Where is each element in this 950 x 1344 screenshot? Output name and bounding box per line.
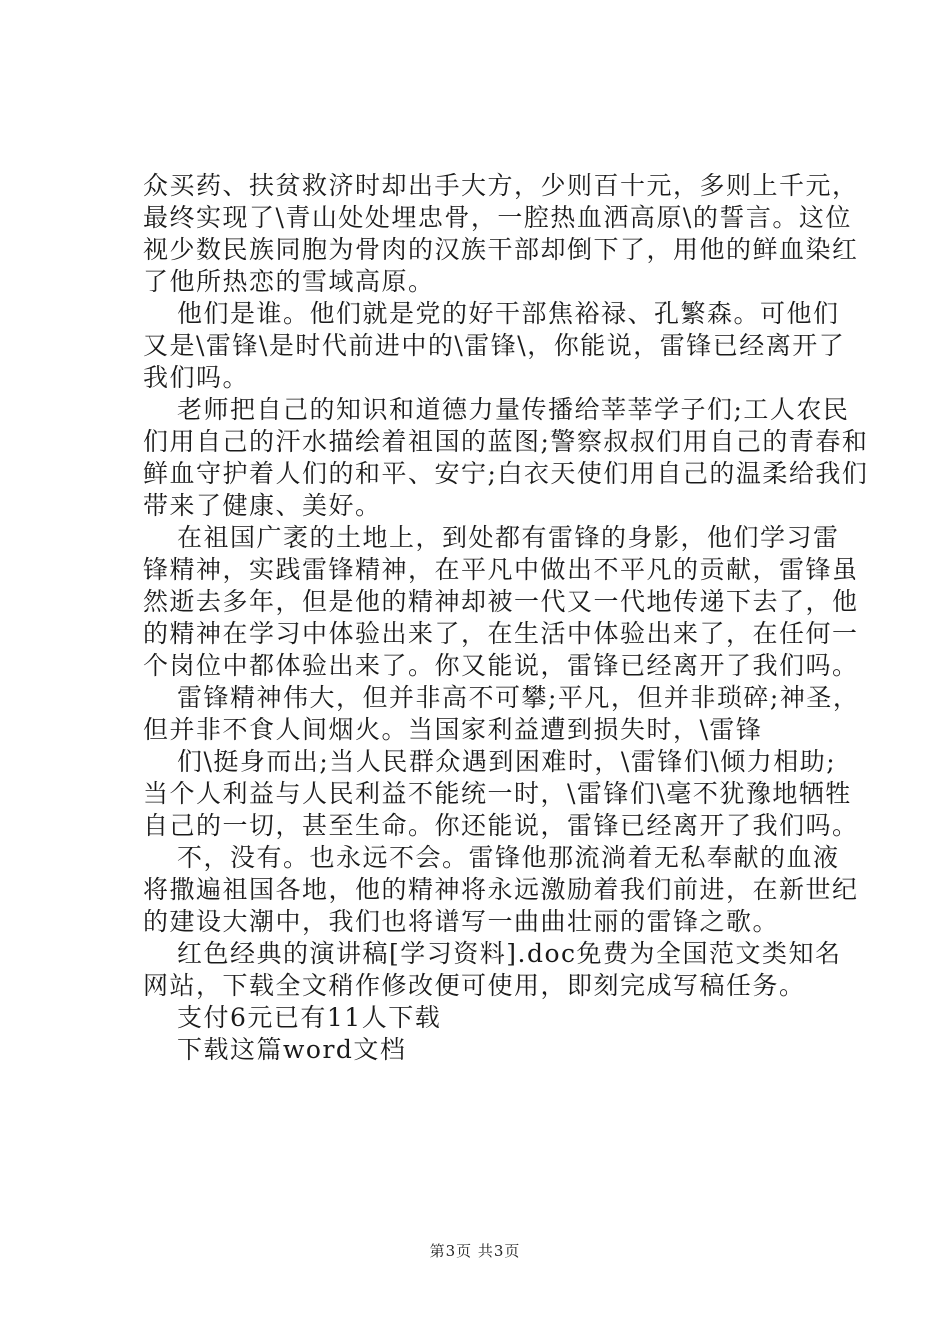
text-line: 下载这篇word文档 [177, 1035, 407, 1064]
text-line: 红色经典的演讲稿[学习资料].doc免费为全国范文类知名 [177, 939, 842, 968]
text-line: 支付6元已有11人下载 [177, 1003, 442, 1032]
text-line: 们用自己的汗水描绘着祖国的蓝图;警察叔叔们用自己的青春和 [143, 427, 869, 456]
text-line: 又是\雷锋\是时代前进中的\雷锋\，你能说，雷锋已经离开了 [143, 331, 846, 360]
text-line: 众买药、扶贫救济时却出手大方，少则百十元，多则上千元， [143, 171, 859, 200]
text-line: 的精神在学习中体验出来了，在生活中体验出来了，在任何一 [143, 619, 859, 648]
text-line: 鲜血守护着人们的和平、安宁;白衣天使们用自己的温柔给我们 [143, 459, 869, 488]
document-body [143, 170, 869, 1066]
text-line: 老师把自己的知识和道德力量传播给莘莘学子们;工人农民 [177, 395, 850, 424]
text-line: 在祖国广袤的土地上，到处都有雷锋的身影，他们学习雷 [177, 523, 840, 552]
text-line: 了他所热恋的雪域高原。 [143, 267, 435, 296]
text-line: 个岗位中都体验出来了。你又能说，雷锋已经离开了我们吗。 [143, 651, 859, 680]
text-line: 视少数民族同胞为骨肉的汉族干部却倒下了，用他的鲜血染红 [143, 235, 859, 264]
text-line: 们\挺身而出;当人民群众遇到困难时，\雷锋们\倾力相助; [177, 747, 837, 776]
text-line: 自己的一切，甚至生命。你还能说，雷锋已经离开了我们吗。 [143, 811, 859, 840]
text-line: 带来了健康、美好。 [143, 491, 382, 520]
text-line: 的建设大潮中，我们也将谱写一曲曲壮丽的雷锋之歌。 [143, 907, 780, 936]
text-line: 然逝去多年，但是他的精神却被一代又一代地传递下去了，他 [143, 587, 859, 616]
page-footer: 第3页 共3页 [429, 1242, 521, 1260]
text-line: 他们是谁。他们就是党的好干部焦裕禄、孔繁森。可他们 [177, 299, 840, 328]
text-line: 雷锋精神伟大，但并非高不可攀;平凡，但并非琐碎;神圣， [177, 683, 860, 712]
text-line: 当个人利益与人民利益不能统一时，\雷锋们\毫不犹豫地牺牲 [143, 779, 852, 808]
text-line: 最终实现了\青山处处埋忠骨，一腔热血洒高原\的誓言。这位 [143, 203, 852, 232]
text-line: 我们吗。 [143, 363, 250, 392]
text-line: 锋精神，实践雷锋精神，在平凡中做出不平凡的贡献，雷锋虽 [143, 555, 859, 584]
text-line: 不，没有。也永远不会。雷锋他那流淌着无私奉献的血液 [177, 843, 840, 872]
text-line: 网站，下载全文稍作修改便可使用，即刻完成写稿任务。 [143, 971, 806, 1000]
text-line: 但并非不食人间烟火。当国家利益遭到损失时，\雷锋 [143, 715, 763, 744]
text-line: 将撒遍祖国各地，他的精神将永远激励着我们前进，在新世纪 [143, 875, 859, 904]
